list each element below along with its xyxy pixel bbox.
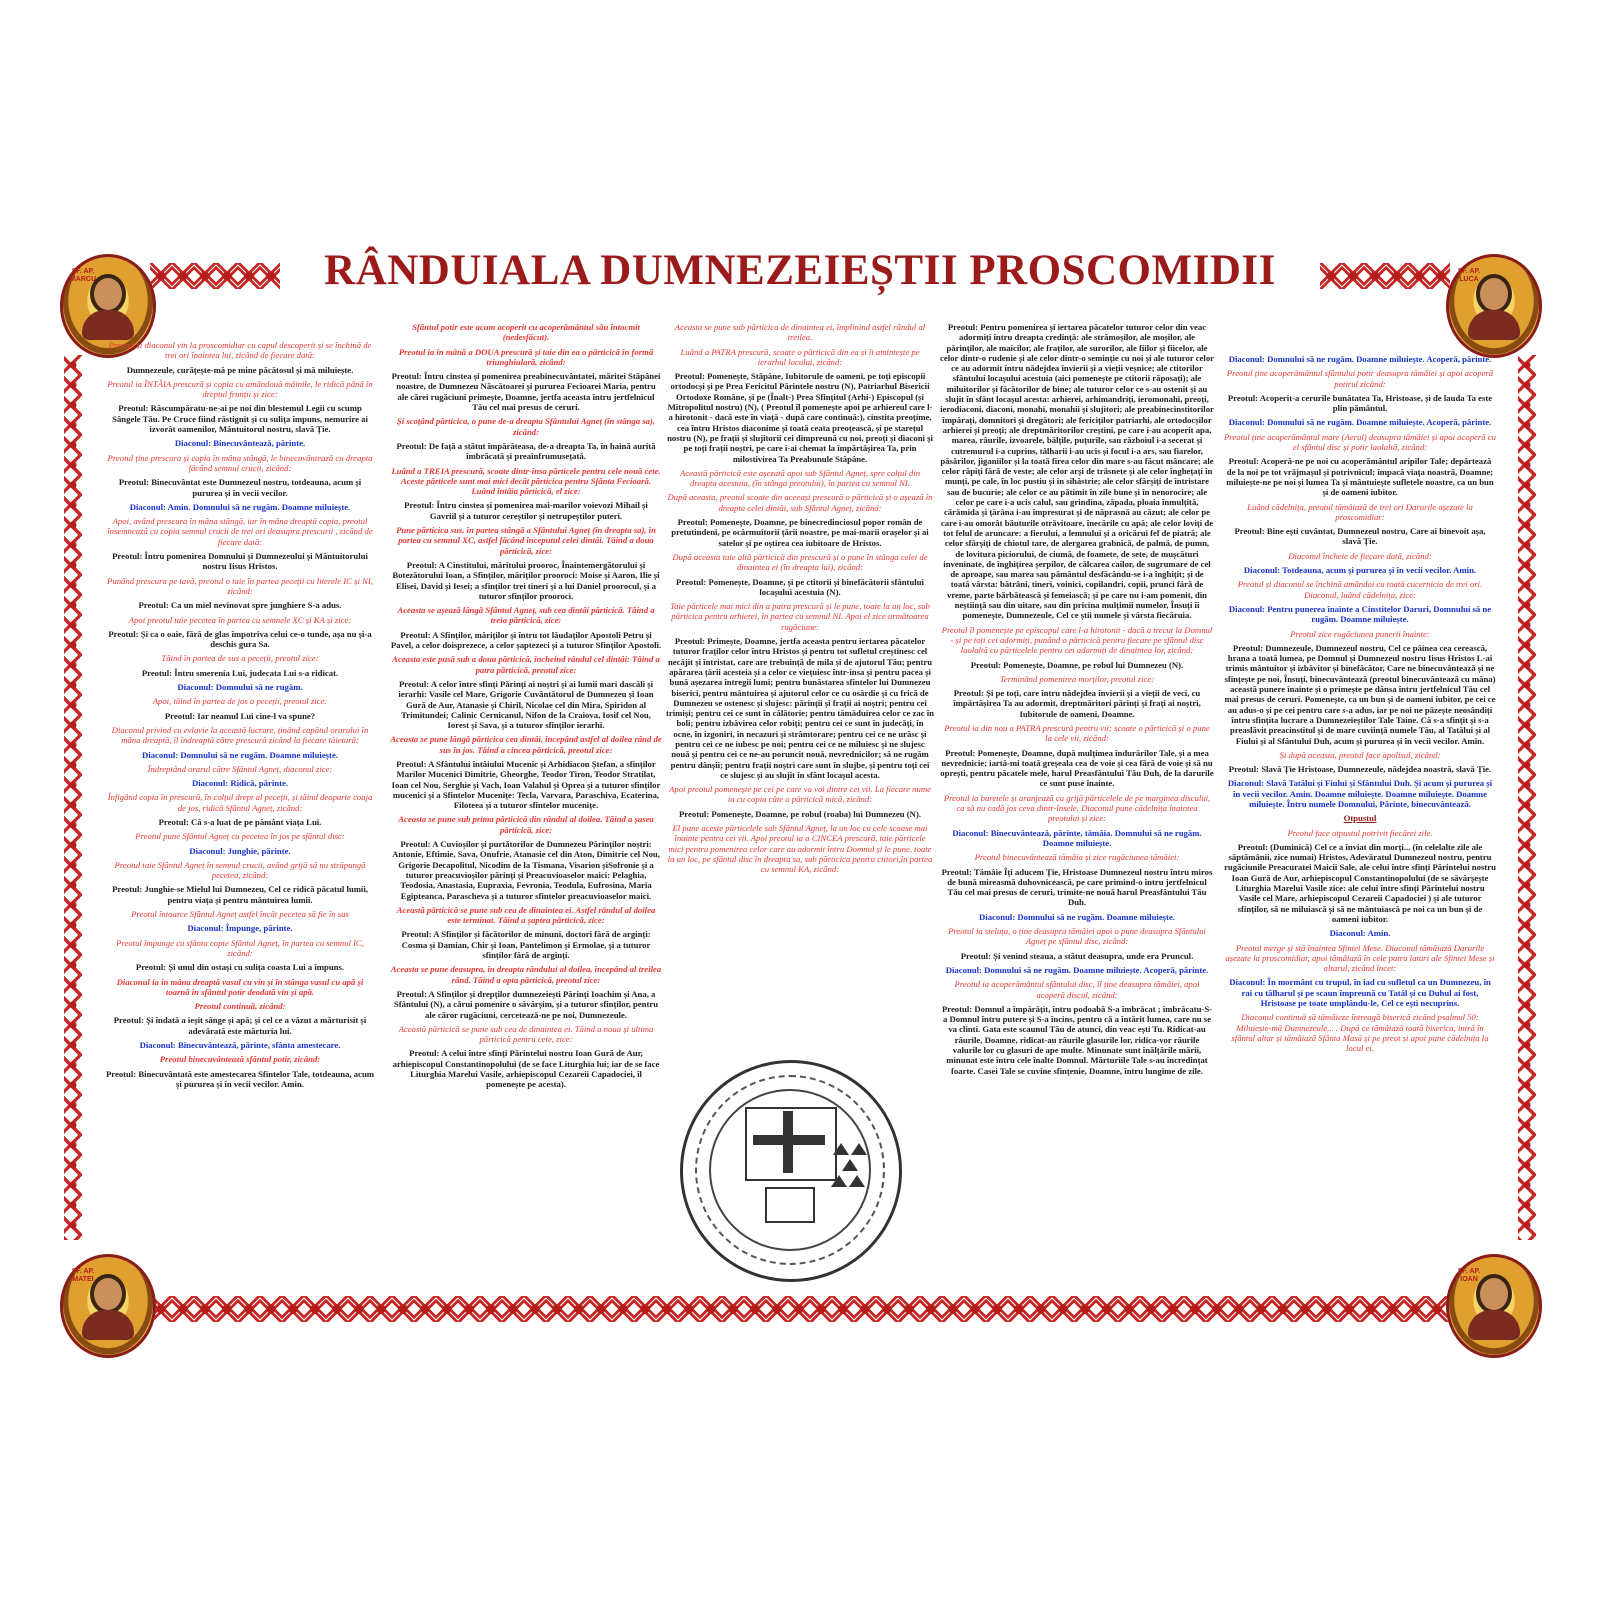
prayer: Preotul: Întru pomenirea Domnului și Dumnezeului și Mântuitorului nostru Iisus Hristos. xyxy=(112,551,368,572)
prayer: Preotul: Primește, Doamne, jertfa aceasta pentru iertarea păcatelor tuturor fraților celor întru Hristos și pentru tot sufletul creștinesc cel necăjit și întristat, care are trebuință de mila și de ajutorul Tău; pentru apărarea țării acesteia și a celor ce viețuiesc într-însa și pentru pacea și bună așezarea întregii lumi; pentru bunăstarea sfintelor lui Dumnezeu biserici, pentru mântuirea și ajutorul celor ce cu osârdie și cu frică de Dumnezeu se ostenesc și slujesc: părinții și frații ai noștri; pentru cei trimiși; pentru cei ce sunt în călătorie; pentru tămăduirea celor ce zac în boli; pentru izbăvirea celor robiți; pentru cei ce sunt în judecăți, în ocne, în izgoniri, în necazuri și strâmtorare; pentru cei ce ne urăsc și pentru cei ce ne iubesc pe noi; pentru cei ce ne miluiesc și ne slujesc nouă și pentru cei ce ne-au poruncit nouă, nevrednicilor; să ne rugăm pentru dânșii; pentru frații noștri care sunt în slujbe, și pentru toți cei ce slujesc și au slujit în sfânt locașul acesta. xyxy=(666,636,934,780)
rubric: Aceasta este pusă sub a doua părticică, încheind rândul cel dintâi: Tăind a patra părticică, preotul zice: xyxy=(392,654,660,675)
prayer: Preotul: Întru cinstea și pomenirea mai-marilor voievozi Mihail și Gavriil și a tuturor cereștilor și netrupeștilor puteri. xyxy=(404,500,648,521)
rubric: Această părticică se pune sub cea de dinaintea ei. Tăind a noua și ultima părticică pentru cete, zice: xyxy=(398,1023,654,1045)
deacon-line: Diaconul: Domnului să ne rugăm. xyxy=(177,682,303,693)
rubric: Preotul și diaconul se închină amândoi cu toată cucernicia de trei ori. Diaconul, luând cădelnița, zice: xyxy=(1237,579,1483,600)
deacon-line: Diaconul: Domnului să ne rugăm. Doamne miluiește. Acoperă, părinte. xyxy=(1228,354,1492,364)
rubric: Diaconul continuă să tămâieze întreagă biserică zicând psalmul 50: Miluiește-mă Dumnezeule... . După ce tămâiază toată biserica, intră în sfântul altar și tămâiază Sfânta Masă și pe preot și apoi pune cădelnița la locul ei. xyxy=(1231,1012,1489,1054)
prayer: Preotul: Dumnezeule, Dumnezeul nostru, Cel ce pâinea cea cerească, hrana a toată lumea, pe Domnul și Dumnezeul nostru Iisus Hristos L-ai trimis mântuitor și izbăvitor și binefăcător, Care ne binecuvântează și ne sfințește pe noi, Însuți, binecuvântează (preotul binecuvântează cu mâna) această punere înainte și o primește pe dânsa întru jertfelnicul Tău cel mai presus de ceruri. Pomenește, ca un bun și de oameni iubitor, pe cei ce au adus-o și pe cei pentru care s-a adus, iar pe noi ne păzește neosândiți întru sfințita lucrare a Dumnezeieștilor Tale Taine. Că s-a sfințit și s-a preaslăvit preacinstitul și de mare cuviință numele Tău, al Tatălui și al Fiului și al Sfântului Duh, acum și pururea și în vecii vecilor. Amin. xyxy=(1224,642,1496,746)
prayer: Preotul: Acoperit-a cerurile bunătatea Ta, Hristoase, și de lauda Ta este plin pământul. xyxy=(1227,392,1493,414)
deacon-line: Diaconul: Domnului să ne rugăm. Doamne miluiește. xyxy=(142,749,338,760)
deacon-line: Diaconul: Domnului să ne rugăm. Doamne miluiește. Acoperă, părinte. xyxy=(1228,417,1492,428)
top-ornament-border xyxy=(150,263,280,289)
deacon-line: Diaconul: Junghie, părinte. xyxy=(189,845,291,856)
prayer: Preotul: Domnul a împărățit, întru podoabă S-a îmbrăcat ; îmbrăcatu-S-a Domnul întru putere și S-a încins, pentru că a întărit lumea, care nu se va clinti. Gata este scaunul Tău de atunci, din veac ești Tu. Ridicat-au râurile, Doamne, ridicat-au râurile glasurile lor, ridica-vor râurile valurile lor cu glasuri de ape multe. Minunate sunt înălțările mării, minunat este întru cele înalte Domnul. Mărturiile Tale s-au încredințat foarte. Casei Tale se cuvine sfințenie, Doamne, întru lungime de zile. xyxy=(941,1003,1213,1076)
deacon-line: Diaconul: Amin. Domnului să ne rugăm. Doamne miluiește. xyxy=(129,501,351,512)
prayer: Preotul: Pomenește, Doamne, după mulțimea îndurărilor Tale, și a mea nevrednicie; iartă-mi toată greșeala cea de voie și cea fără de voie și să nu oprești, pentru păcatele mele, harul Preasfântului Tău Duh, de la darurile ce sunt puse înainte. xyxy=(940,747,1214,789)
rubric: Apoi preotul pomenește pe cei pe care va voi dintre cei vii. La fiecare nume ia cu copia câte o părticică mică, zicând: xyxy=(669,784,931,805)
section-heading: Otpustul xyxy=(1343,813,1377,824)
column-5 xyxy=(1224,354,1496,1058)
prayer: Preotul: Întru cinstea și pomenirea preabinecuvântatei, măritei Stăpânei noastre, de Dumnezeu Născătoarei și pururea Fecioarei Maria, pentru ale cărei rugăciuni primește, Doamne, jertfa aceasta întru jertfelnicul Tău cel mai presus de ceruri. xyxy=(391,371,661,413)
rubric: Preotul zice rugăciunea punerii înainte: xyxy=(1290,628,1430,639)
prayer: Preotul: A Cuvioșilor și purtătorilor de Dumnezeu Părinților noștri: Antonie, Eftimie, Sava, Onufrie, Atanasie cel din Aton, Dimitrie cel Nou, Grigorie Decapolitul, Nicodim de la Tismana, Visarion șiSofronie și a tuturor preacuvioșilor părinți și Preacuvioaselor maici: Pelaghia, Teodosia, Anastasia, Eupraxia, Fevronia, Teodula, Eufrosina, Maria Egipteanca, Parascheva și a tuturor sfintelor preacuvioaselor maici. xyxy=(392,839,660,901)
deacon-line: Diaconul: Amin. xyxy=(1329,928,1391,939)
deacon-line: Diaconul: Slavă Tatălui și Fiului și Sfântului Duh. Și acum și pururea și în vecii vecilor. Amin. Doamne miluiește. Doamne miluiește. Doamne miluiește. Întru numele Domnului, Părinte, binecuvântează. xyxy=(1227,778,1493,809)
prayer: Preotul: Junghie-se Mielul lui Dumnezeu, Cel ce ridică păcatul lumii, pentru viața și pentru mântuirea lumii. xyxy=(112,884,368,905)
rubric: El pune aceste părticelele sub Sfântul Agneț, la un loc cu cele scoase mai înainte pentru cei vii. Apoi preotul ia a CINCEA prescură, taie părticele mici pentru pomenirea celor care au adormit întru Domnul și le pune, toate la un loc, pe sfântul disc în dreapta sa, sub părticica pentru ctitori,în partea cu semnul KA, zicând: xyxy=(667,823,933,875)
sf-ap-marcu-icon: SF. AP. MARCU xyxy=(60,254,156,358)
rubric: Terminând pomenirea morților, preotul zice: xyxy=(999,673,1155,684)
rubric: Această părticică este așezată apoi sub Sfântul Agneț, spre colțul din dreapta acestuia, (în stânga preotului), în partea cu semnul NI. xyxy=(679,467,921,489)
page-title: RÂNDUIALA DUMNEZEIEȘTII PROSCOMIDII xyxy=(324,247,1276,294)
rubric: Preotul ia buretele și aranjează cu grijă părticelele de pe marginea discului, ca să nu cadă jos ceva dintr-însele. Diaconul pune cădelnița înaintea preotului și zice: xyxy=(943,792,1211,824)
rubric: Preotul ia în mână a DOUA prescură și taie din ea o părticică în formă triunghiulară, zicând: xyxy=(398,346,654,367)
column-1 xyxy=(104,340,376,1093)
rubric: Preotul continuă, zicând: xyxy=(194,1001,286,1012)
rubric: Luând a PATRA prescură, scoate o părticică din ea și îi amintește pe ierarhul locului, zicând: xyxy=(680,346,920,367)
prayer: Preotul: Și ca o oaie, fără de glas împotriva celui ce-o tunde, așa nu și-a deschis gura Sa. xyxy=(108,628,372,650)
rubric: După aceasta taie altă părticică din prescură și o pune în stânga celei de dinaintea ei (în dreapta lui), zicând: xyxy=(672,551,928,573)
prayer: Preotul: Pomenește, Doamne, pe robul (roaba) lui Dumnezeu (N). xyxy=(678,808,922,819)
prayer: Preotul: Acoperă-ne pe noi cu acoperământul aripilor Tale; depărtează de la noi pe tot vrăjmașul și potrivnicul; împacă viața noastră, Doamne; miluiește-ne pe noi și lumea Ta și mântuiește sufletele noastre, ca un bun și de oameni iubitor. xyxy=(1226,456,1494,498)
rubric: Preotul îl pomenește pe episcopul care l-a hirotonit - dacă a trecut la Domnul - și pe toți cei adormiți, punând o părticică pentru fiecare pe sfântul disc laolaltă cu părticelele pentru cei adormiți de dinaintea lor, zicând: xyxy=(941,624,1213,656)
rubric: Preotul taie Sfântul Agneț în semnul crucii, având grijă să nu străpungă pecetea, zicând: xyxy=(114,859,366,881)
rubric: După aceasta, preotul scoate din aceeași prescură o părticică și o așează în dreapta celei dintâi, sub Sfântul Agneț, zicând: xyxy=(667,492,933,513)
prayer: Preotul: A Sfântului întâiului Mucenic și Arhidiacon Ștefan, a sfinților Marilor Mucenici Dimitrie, Gheorghe, Teodor Tiron, Teodor Stratilat, Ioan cel Nou, Serghie și Vach, Ioan Valahul și Oprea și a tuturor sfinților mucenici și a Sfintelor Mucenițe: Tecla, Varvara, Paraschiva, Ecaterina, Filoteea și a tuturor sfintelor mucenițe. xyxy=(391,758,661,811)
column-3 xyxy=(666,322,934,879)
prayer: Preotul: Pomenește, Doamne, pe robul lui Dumnezeu (N). xyxy=(970,659,1184,670)
sf-ap-ioan-icon: SF. AP. IOAN xyxy=(1446,1254,1542,1358)
rubric: Aceasta se pune sub părticica de dinaintea ei, împlinind astfel rândul al treilea. xyxy=(674,322,926,343)
prayer: Preotul: Și unul din ostași cu sulița coasta Lui a împuns. xyxy=(135,962,345,973)
prayer: Preotul: Pentru pomenirea și iertarea păcatelor tuturor celor din veac adormiți întru dreapta credință: ale strămoșilor, ale moșilor, ale părinților, ale maicilor, ale fraților, ale surorilor, ale fiilor și fiicelor, ale celor dintr-o rudenie și ale celor dintr-o seminție cu noi și ale tuturor celor ce au adormit întru nădejdea învierii și a vieții veșnice; ale ctitorilor sfântului locașului acestuia (aici pomenește pe ctitorii răposați); ale miluitorilor și făcătorilor de bine; ale tuturor celor ce s-au ostenit și au slujit în sfânt locașul acesta: arhierei, arhimandriți, ieromonahi, preoți, ierodiaconi, diaconi, monahi, monahii și slujitori; ale preabinecinstitorilor împărați, domnitori și dregători; ale fericiților patriarhi, ale ortodocșilor arhierei și preoți; ale dreptmăritorilor creștini, pe care i-au acoperit apa, marea, râurile, izvoarele, bălțile, puțurile, sau războiul i-a secerat și cutremurul i-a cuprins, tâlharii i-au ucis și focul i-a ars, sau fiarelor, păsărilor, jiganiilor și la toată firea celor din mare s-au făcut mâncare; ale celor răpiți fără de veste; ale celor arși de trăsnete și ale celor înghețați în munți, pe cale, în loc pustiu și în sihăstrie; ale celor sfârșiți de întristare sau de bucurie; ale celor ce au pătimit în zile bune și în nenorocire; ale celor pe care i-a ucis calul, sau grindina, zăpada, ploaia înmulțită, cărămida și țărâna i-au împresurat și de năprasnă au căzut; ale celor pe care i-au omorât băuturile otrăvitoare, înecările cu apă; ale celor loviți de tot felul de aruncare: a fierului, a lemnului și a oricărui fel de piatră; ale celor sfârșiți de chiotul tare, de alergarea grabnică, de palmă, de pumn, de lovitura piciorului, de ciumă, de foamete, de sete, de mușcături inveninate, de înghițirea șerpilor, de călcarea cailor, de sugrumare de cel de aproape, sau marea sau pământul desfăcându-se i-a înghițit; și de toată vârsta: bătrâni, tineri, voinici, copilandri, copii, prunci fără de vreme, parte bărbătească și femeiască; și pe care nu i-am pomenit, din neștiință sau din uitare, sau din pricina mulțimii numelor, Însuți îi pomenește, Dumnezeule, Cel ce știi numele și vârsta fiecăruia. xyxy=(940,322,1215,621)
rubric: Apoi, având prescura în mâna stângă, iar în mâna dreaptă copia, preotul însemnează cu copia semnul crucii de trei ori deasupra prescurii , zicând de fiecare dată: xyxy=(107,516,373,547)
deacon-line: Diaconul: Binecuvântează, părinte. xyxy=(174,438,306,449)
prayer: Preotul: Pomenește, Doamne, și pe ctitorii și binefăcătorii sfântului locașului acestuia (N). xyxy=(676,576,924,597)
prayer: Preotul: Ca un miel nevinovat spre junghiere S-a adus. xyxy=(138,600,342,611)
rubric: Și scoțând părticica, o pune de-a dreapta Sfântului Agneț (în stânga sa), zicând: xyxy=(396,416,656,437)
rubric: Preotul ia din nou a PATRA prescură pentru vii; scoate o părticică și o pune la cele vii, zicând: xyxy=(944,722,1210,744)
rubric: Înfigând copia în prescură, în colțul drept al peceții, și tăind deoparte coaja de jos, ridică Sfântul Agneț, zicând: xyxy=(107,792,373,813)
rubric: Aceasta se pune sub prima părticică din rândul al doilea. Tăind a șasea părticică, zice: xyxy=(398,814,654,835)
rubric: Luând a TREIA prescură, scoate dintr-însa părticele pentru cele nouă cete. Aceste părticele sunt mai mici decât părticica pentru Sfânta Fecioară. Luând întâia părticică, el zice: xyxy=(391,465,661,497)
prayer: Preotul: Pomenește, Doamne, pe binecredinciosul popor român de pretutindeni, pe ocârmuitorii țării noastre, pe mai-marii orașelor și ai satelor și pe oștirea cea iubitoare de Hristos. xyxy=(671,517,929,548)
rubric: Luând cădelnița, preotul tămâiază de trei ori Darurile așezate la proscomidiar: xyxy=(1247,501,1473,522)
prayer: Preotul: Tămâie Îți aducem Ție, Hristoase Dumnezeul nostru întru miros de bună mireasmă duhovnicească, pe care primind-o întru jertfelnicul Tău cel mai presus de ceruri, trimite-ne nouă harul Preasfântului Tău Duh. xyxy=(941,866,1213,908)
rubric: Preotul merge și stă înaintea Sfintei Mese. Diaconul tămâiază Darurile așezate la proscomidiar, apoi tămâiază în cele patru laturi ale Sfintei Mese și altarul, zicând încet: xyxy=(1225,942,1495,974)
prosphora-seal-image xyxy=(680,1060,902,1282)
prayer: Preotul: A celor între sfinți Părinți ai noștri și ai lumii mari dascăli și ierarhi: Vasile cel Mare, Grigorie Cuvântătorul de Dumnezeu și Ioan Gură de Aur, Atanasie și Chiril, Nicolae cel din Mira, Spiridon al Trimitundei; Calinic Cernicanul, Nifon de la Craiova, Iosif cel Nou, Iorest și Sava, și a tuturor sfinților ierarhi. xyxy=(398,678,654,731)
prayer: Preotul: Slavă Ție Hristoase, Dumnezeule, nădejdea noastră, slavă Ție. xyxy=(1228,764,1492,775)
right-ornament-border xyxy=(1518,355,1536,1240)
rubric: Preotul binecuvântează sfântul potir, zicând: xyxy=(159,1054,321,1065)
prayer: Preotul: Binecuvântată este amestecarea Sfintelor Tale, totdeauna, acum și pururea și în vecii vecilor. Amin. xyxy=(105,1068,375,1089)
rubric: Apoi, tăind în partea de jos a peceții, preotul zice: xyxy=(152,696,328,707)
bottom-ornament-border xyxy=(150,1296,1450,1322)
deacon-line: Diaconul: Împunge, părinte. xyxy=(187,923,293,934)
prayer: Preotul: A Sfinților și drepților dumnezeiești Părinți Ioachim și Ana, a Sfântului (N), a cărui pomenire o săvârșim, și a tuturor sfinților, pentru ale căror rugăciuni, cercetează-ne pe noi, Dumnezeule. xyxy=(393,988,659,1020)
rubric: Preotul ia steluța, o ține deasupra tămâiei apoi o pune deasupra Sfântului Agneț pe sfântul disc, zicând: xyxy=(948,926,1206,947)
rubric: Taie părticele mai mici din a patra prescură și le pune, toate la un loc, sub părticica pentru arhierei, în partea cu semnul NI. Apoi el zice următoarea rugăciune: xyxy=(670,601,930,632)
prayer: Preotul: (Duminică) Cel ce a înviat din morți... (în celelalte zile ale săptămânii, zice numai) Hristos, Adevăratul Dumnezeul nostru, pentru rugăciunile Preacuratei Maicii Sale, ale celui între sfinți Părintelui nostru Ioan Gură de Aur, arhiepiscopul Constantinopolului (de se săvârșește Liturghia Marelui Vasile zice: ale celui între sfinți Părintelui nostru Vasile cel Mare, arhiepiscopul Cezareii Capadociei ) și ale tuturor sfinților, să ne miluiască și să ne mântuiască pe noi ca un bun și de oameni iubitor. xyxy=(1224,841,1496,924)
prayer: Preotul: Și venind steaua, a stătut deasupra, unde era Pruncul. xyxy=(960,950,1194,961)
rubric: Punând prescura pe tavă, preotul o taie în partea peceții cu literele IC și NI, zicând: xyxy=(107,575,373,596)
rubric: Preotul ia acoperământul sfântului disc, îl ține deasupra tămâiei, apoi acoperă discul, zicând: xyxy=(954,979,1200,1000)
rubric: Preotul pune Sfântul Agneț cu pecetea în jos pe sfântul disc: xyxy=(135,831,345,842)
deacon-line: Diaconul: Totdeauna, acum și pururea și în vecii vecilor. Amin. xyxy=(1243,565,1477,576)
prayer: Dumnezeule, curățește-mă pe mine păcătosul și mă miluiește. xyxy=(126,364,354,375)
column-2 xyxy=(390,322,662,1094)
rubric: Pune părticica sus, în partea stângă a Sfântului Agneț (în dreapta sa), în partea cu semnul XC, astfel făcând începutul celei dintâi. Tăind a doua părticică, zice: xyxy=(396,525,656,556)
column-4 xyxy=(940,322,1214,1080)
prayer: Preotul: Răscumpăratu-ne-ai pe noi din blestemul Legii cu scump Sângele Tău. Pe Cruce fiind răstignit și cu sulița împuns, nemurire ai izvorât oamenilor, Mântuitorul nostru, slavă Ție. xyxy=(112,403,368,435)
deacon-line: Diaconul: În mormânt cu trupul, în iad cu sufletul ca un Dumnezeu, în rai cu tâlharul și pe scaun împreună cu Tatăl și cu Duhul ai fost, Hristoase pe toate umplându-le, Cel ce ești necuprins. xyxy=(1229,977,1491,1009)
prayer: Preotul: Pomenește, Stăpâne, Iubitorule de oameni, pe toți episcopii ortodocși și pe Prea Fericitul Părintele nostru (N), Patriarhul Bisericii Ortodoxe Române, și pe (Înalt-) Prea Sfințitul (Arhi-) Episcopul (și Mitropolitul nostru) (N), ( Preotul îl pomenește apoi pe arhiereul care l-a hirotonit - dacă este în viață - după care continuă:), cinstita preoțime, cea întru Hristos diaconime și toată ceata preoțească, și pe starețul nostru (N), pe frații și slujitorii cei dimpreună cu noi, preoți și diaconi și pe toți frații noștri, pe care i-ai chemat la împărtășirea Ta, prin milostivirea Ta Preabunule Stăpâne. xyxy=(667,371,933,464)
rubric: Aceasta se așează lângă Sfântul Agneț, sub cea dintâi părticică. Tăind a treia părticică, zice: xyxy=(397,605,655,626)
deacon-line: Diaconul: Domnului să ne rugăm. Doamne miluiește. xyxy=(979,911,1175,922)
deacon-line: Diaconul: Domnului să ne rugăm. Doamne miluiește. Acoperă, părinte. xyxy=(945,964,1209,975)
rubric: Această părticică se pune sub cea de dinaintea ei. Astfel rândul al doilea este terminat. Tăind a șaptea părticică, zice: xyxy=(396,904,656,926)
deacon-line: Diaconul: Ridică, părinte. xyxy=(191,778,289,789)
rubric: Aceasta se pune lângă părticica cea dintâi, începând astfel al doilea rând de sus în jos. Tăind a cincea părticică, preotul zice: xyxy=(390,734,662,755)
rubric: Tăind în partea de sus a peceții, preotul zice: xyxy=(161,653,319,664)
sf-ap-luca-icon: SF. AP. LUCA xyxy=(1446,254,1542,358)
rubric: Preotul ține prescura și copia în mâna stângă, le binecuvântează cu dreapta făcând semnul crucii, zicând: xyxy=(107,452,373,473)
left-ornament-border xyxy=(64,355,82,1240)
rubric: Apoi preotul taie pecetea în partea cu semnele XC și KA și zice: xyxy=(128,614,352,625)
deacon-line: Diaconul: Binecuvântează, părinte, tămâia. Domnului să ne rugăm. Doamne miluiește. xyxy=(952,827,1202,848)
rubric: Și după aceasta, preotul face apolisul, zicând: xyxy=(1279,749,1441,760)
prayer: Preotul: De față a stătut împărăteasa, de-a dreapta Ta, în haină aurită îmbrăcată și preaînfrumusețată. xyxy=(396,440,656,462)
rubric: Diaconul ia în mâna dreaptă vasul cu vin și în stânga vasul cu apă și toarnă în sfântul potir deodată vin și apă. xyxy=(116,976,364,997)
rubric: Preotul și diaconul vin la proscomidiar cu capul descoperit și se închină de trei ori înaintea lui, zicând de fiecare dată: xyxy=(108,340,372,361)
rubric: Preotul ține acoperământul sfântului potir deasupra tămâiei și apoi acoperă potirul zicând: xyxy=(1226,368,1494,389)
prayer: Preotul: A celui între sfinți Părintelui nostru Ioan Gură de Aur, arhiepiscopul Constantinopolului (de se face Liturghia lui; iar de se face Liturghia Marelui Vasile, arhiepiscopul Cezareii Capadociei, îl pomenește pe acesta). xyxy=(392,1048,660,1090)
rubric: Preotul face otpustul potrivit fiecărei zile. xyxy=(1287,827,1433,838)
deacon-line: Diaconul: Binecuvântează, părinte, sfânta amestecare. xyxy=(139,1040,341,1051)
rubric: Preotul întoarce Sfântul Agneț astfel încât pecetea să fie în sus xyxy=(131,909,349,920)
prayer: Preotul: A Sfinților, măriților și întru tot lăudaților Apostoli Petru și Pavel, a celor doisprezece, a celor șaptezeci și a tuturor Sfinților Apostoli. xyxy=(390,629,662,651)
prayer: Preotul: Și îndată a ieșit sânge și apă; și cel ce a văzut a mărturisit și adevărată este mărturia lui. xyxy=(113,1015,367,1036)
rubric: Preotul ține acoperământul mare (Aerul) deasupra tămâiei și apoi acoperă cu el sfântul disc și potir laolaltă, zicând: xyxy=(1224,431,1497,453)
prayer: Preotul: Binecuvântat este Dumnezeul nostru, totdeauna, acum și pururea și în vecii vecilor. xyxy=(118,477,362,498)
rubric: Diaconul încheie de fiecare dată, zicând: xyxy=(1288,550,1432,561)
prayer: Preotul: A Cinstitului, măritului prooroc, Înaintemergătorului și Botezătorului Ioan, a Sfinților, măriților prooroci: Moise și Aaron, Ilie și Elisei, David și Iesei; a sfinților trei tineri și a lui Daniel proorocul, și a tuturor sfinților prooroci. xyxy=(392,559,660,601)
prayer: Preotul: Întru smerenia Lui, judecata Lui s-a ridicat. xyxy=(141,667,339,678)
rubric: Aceasta se pune deasupra, în dreapta rândului al doilea, începând al treilea rând. Tăind a opta părticică, preotul zice: xyxy=(390,964,662,985)
deacon-line: Diaconul: Pentru punerea înainte a Cinstitelor Daruri, Domnului să ne rugăm. Doamne miluiește. xyxy=(1228,603,1492,625)
prayer: Preotul: A Sfinților și făcătorilor de minuni, doctori fără de arginți: Cosma și Damian, Chir și Ioan, Pantelimon și Ermolae, și a tuturor sfinților fără de arginți. xyxy=(401,929,651,961)
rubric: Preotul binecuvântează tămâia și zice rugăciunea tămâiei: xyxy=(974,852,1180,863)
rubric: Sfântul potir este acum acoperit cu acoperământul său întocmit (nedesfăcut). xyxy=(412,322,640,343)
prayer: Preotul: Și pe toți, care întru nădejdea învierii și a vieții de veci, cu împărtășirea Ta au adormit, dreptmăritori părinți și frați ai noștri, Iubitorule de oameni, Doamne. xyxy=(953,688,1201,719)
rubric: Îndreptând orarul către Sfântul Agneț, diaconul zice: xyxy=(147,763,333,774)
rubric: Preotul împunge cu sfânta copie Sfântul Agneț, în partea cu semnul IC, zicând: xyxy=(116,937,364,958)
sf-ap-matei-icon: SF. AP. MATEI xyxy=(60,1254,156,1358)
top-ornament-border-right xyxy=(1320,263,1450,289)
rubric: Preotul ia ÎNTÂIA prescură și copia cu amândouă mâinile, le ridică până în dreptul frunții și zice: xyxy=(107,378,373,400)
prayer: Preotul: Bine ești cuvântat, Dumnezeul nostru, Care ai binevoit așa, slavă Ție. xyxy=(1234,526,1486,547)
prayer: Preotul: Că s-a luat de pe pământ viața Lui. xyxy=(158,816,322,827)
prayer: Preotul: Iar neamul Lui cine-l va spune? xyxy=(164,710,316,721)
rubric: Diaconul privind cu evlavie la această lucrare, ținând capătul orarului în mâna dreaptă, îl îndreaptă către prescură zicând la fiecare tăietură: xyxy=(111,724,369,746)
